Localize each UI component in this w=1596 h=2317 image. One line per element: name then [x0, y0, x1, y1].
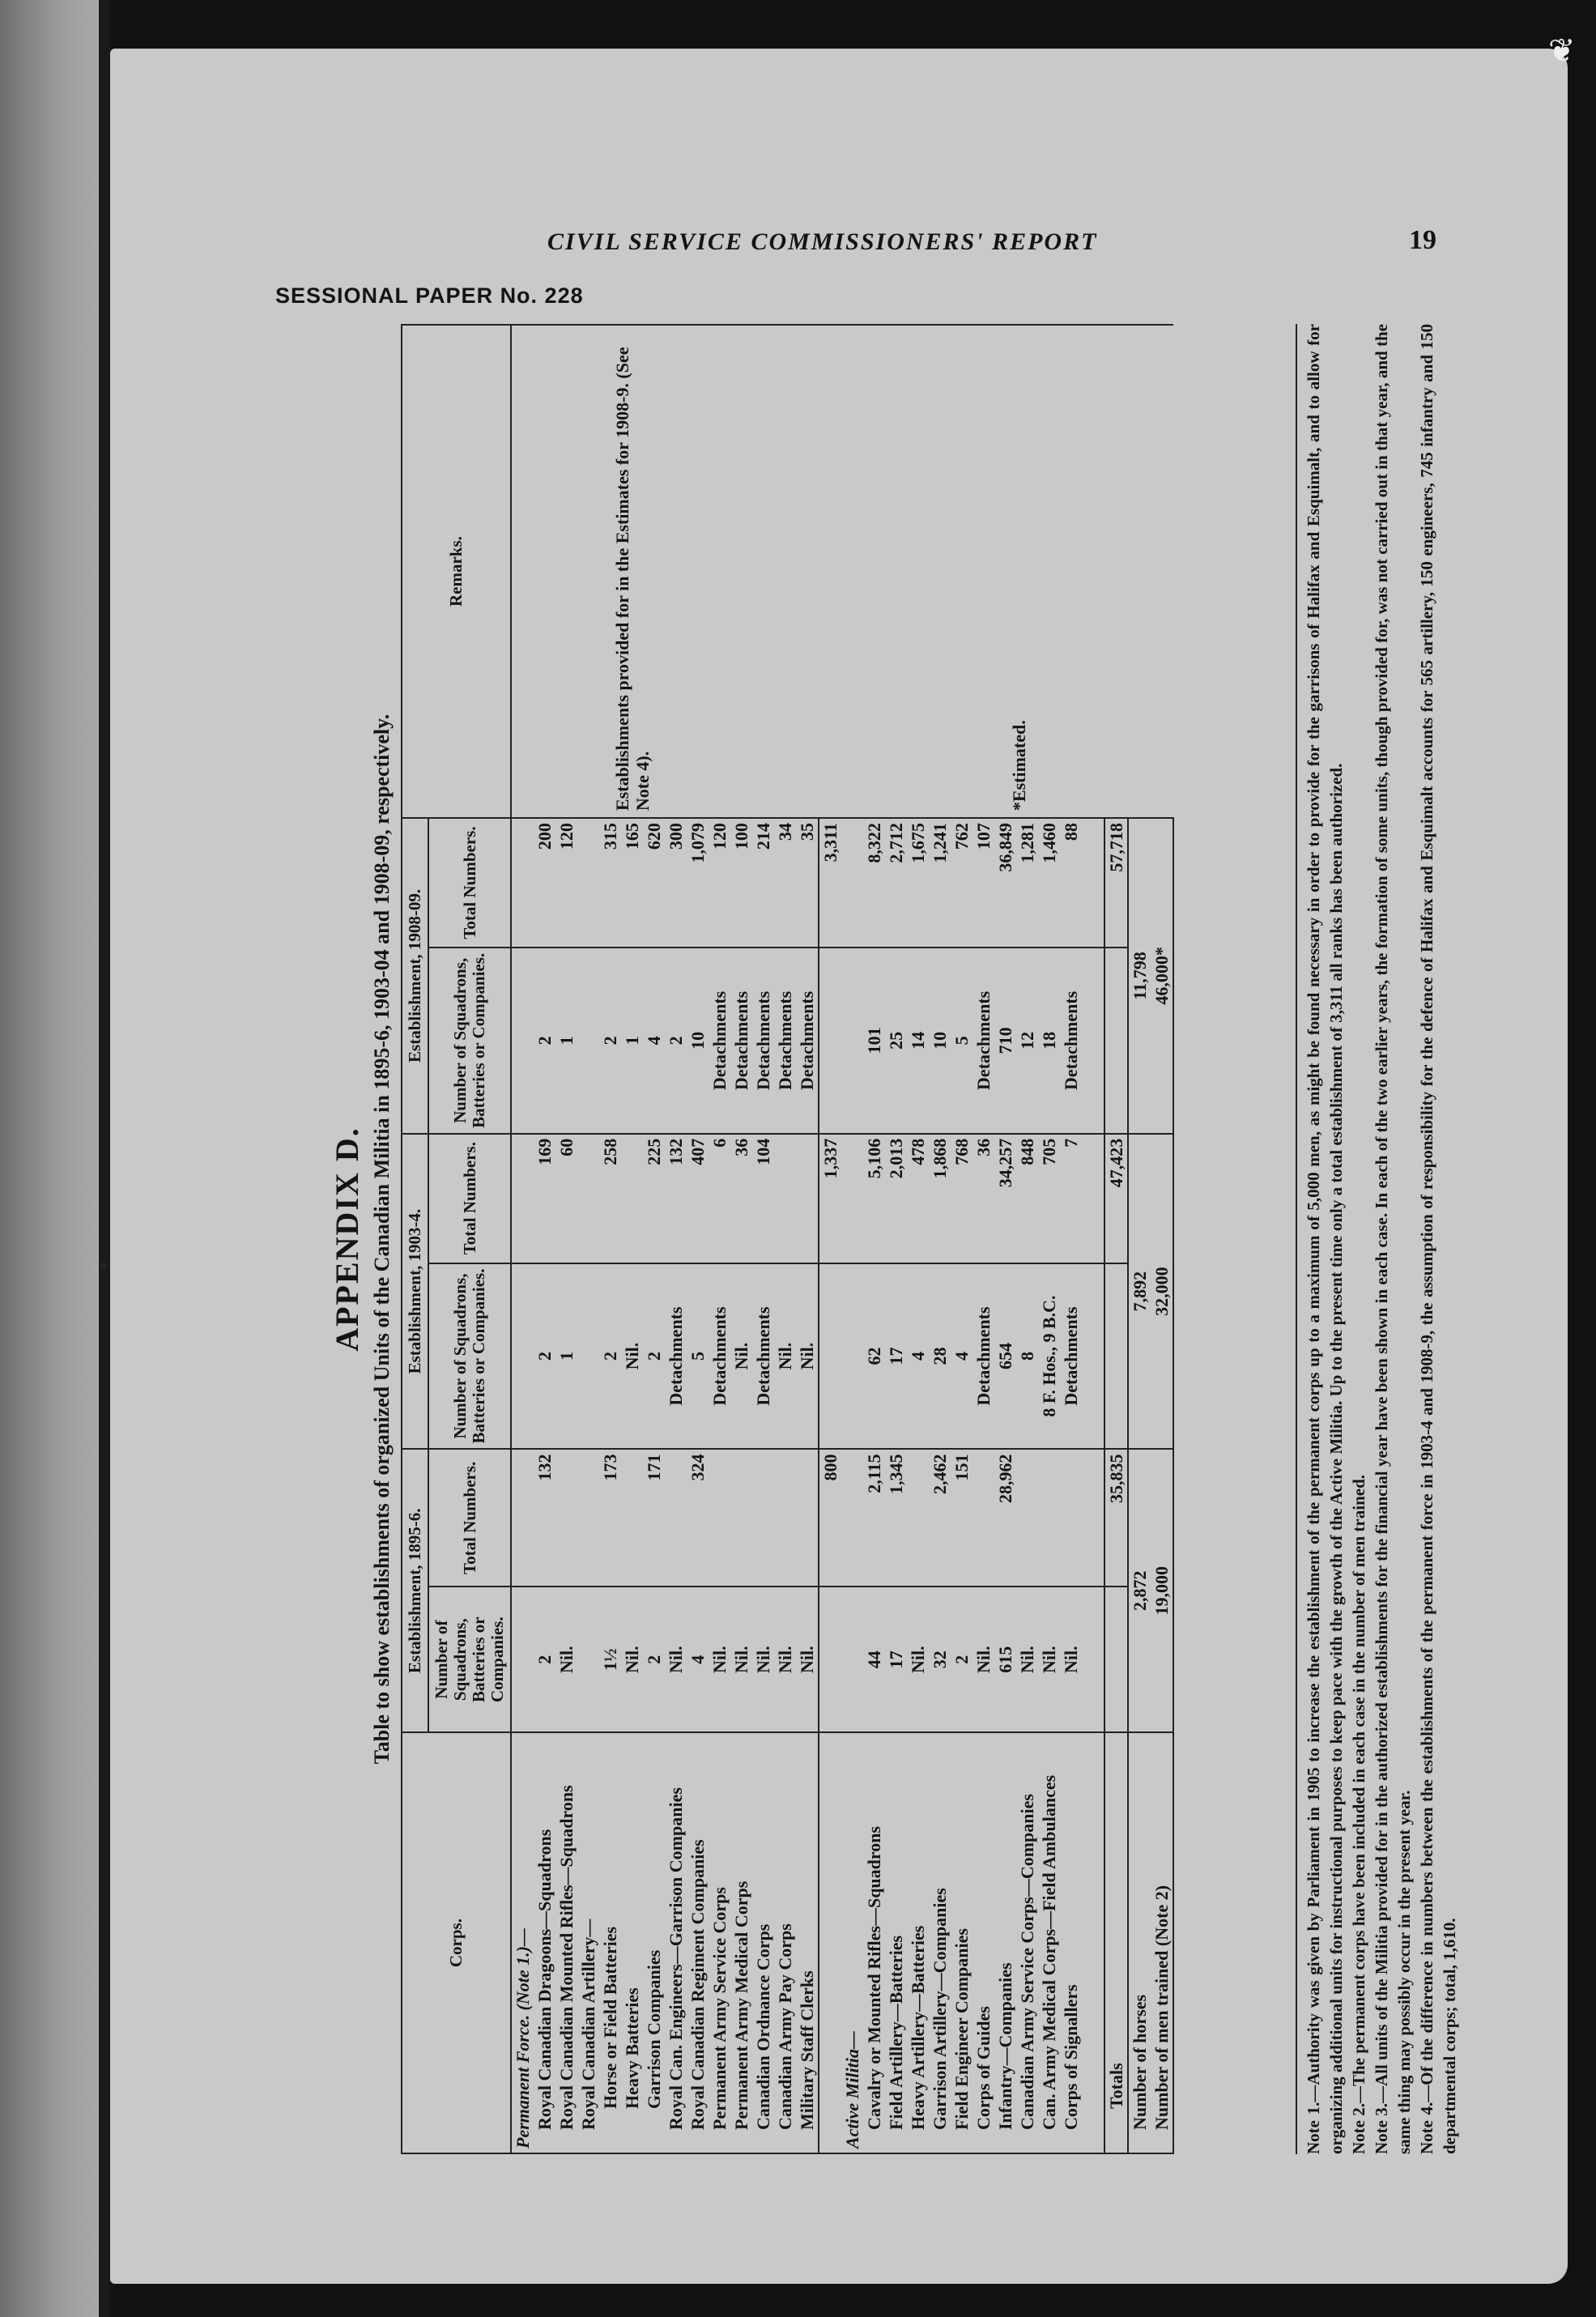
cell-u2: Nil. [621, 1263, 643, 1450]
men-trained-row-cell: Number of men trained (Note 2) [1151, 1732, 1173, 2153]
cell-u1: 44 [863, 1587, 885, 1732]
cell-t1 [1016, 1449, 1038, 1587]
cell-u3: 1 [555, 948, 577, 1134]
cell-t1: 173 [599, 1449, 621, 1587]
cell-u1: Nil. [907, 1587, 929, 1732]
cell-t2: 768 [951, 1134, 972, 1263]
cell-corps: Can. Army Medical Corps—Field Ambulances [1038, 1732, 1060, 2153]
spacer-row-cell [1082, 948, 1104, 1134]
cell-u2: 4 [907, 1263, 929, 1450]
cell-t2: 258 [599, 1134, 621, 1263]
sessional-paper-label: SESSIONAL PAPER No. 228 [275, 283, 584, 308]
cell-t2: 132 [665, 1134, 687, 1263]
cell-t3: 200 [534, 818, 555, 948]
cell-t3 [511, 818, 534, 948]
cell-u2: Detachments [752, 1263, 774, 1450]
cell-u1: Nil. [1060, 1587, 1082, 1732]
cell-t3: 315 [599, 818, 621, 948]
cell-corps: Field Artillery—Batteries [885, 1732, 907, 2153]
cell-u3: 18 [1038, 948, 1060, 1134]
cell-t2: 169 [534, 1134, 555, 1263]
cell-t2 [511, 1134, 534, 1263]
cell-t1: 1,345 [885, 1449, 907, 1587]
cell-t1 [665, 1449, 687, 1587]
cell-t2: 5,106 [863, 1134, 885, 1263]
cell-t1 [555, 1449, 577, 1587]
cell-u1: 2 [534, 1587, 555, 1732]
punch-mark [100, 1262, 107, 1270]
cell-u3: 12 [1016, 948, 1038, 1134]
note-2: Note 2.—The permanent corps have been included in each case in the number of men trained. [1349, 1474, 1368, 2154]
cell-corps: Infantry—Companies [994, 1732, 1016, 2153]
cell-u2: 2 [643, 1263, 665, 1450]
cell-t1: 132 [534, 1449, 555, 1587]
cell-t1: 800 [819, 1449, 841, 1587]
cell-t2: 478 [907, 1134, 929, 1263]
cell-t1 [730, 1449, 752, 1587]
cell-corps: Corps of Signallers [1060, 1732, 1082, 2153]
cell-u3: 10 [687, 948, 709, 1134]
cell-corps: Royal Can. Engineers—Garrison Companies [665, 1732, 687, 2153]
cell-u3: 2 [534, 948, 555, 1134]
cell-t2: 60 [555, 1134, 577, 1263]
cell-u2 [841, 1263, 863, 1450]
header-units-1903: Number of Squadrons, Batteries or Companies. [428, 1263, 511, 1450]
cell-t3: 100 [730, 818, 752, 948]
totals-row-cell: Totals [1104, 1732, 1128, 2153]
cell-u1: 615 [994, 1587, 1016, 1732]
cell-t2: 1,868 [929, 1134, 951, 1263]
cell-t1 [511, 1449, 534, 1587]
cell-corps: Cavalry or Mounted Rifles—Squadrons [863, 1732, 885, 2153]
totals-row-cell [1104, 1587, 1128, 1732]
cell-u1: Nil. [1016, 1587, 1038, 1732]
cell-u3 [819, 948, 841, 1134]
cell-u3: Detachments [774, 948, 796, 1134]
cell-u3: 14 [907, 948, 929, 1134]
men-trained-row-cell: 32,000 [1151, 1134, 1173, 1450]
remarks-estimated: *Estimated. [1009, 720, 1030, 811]
header-est-1903: Establishment, 1903-4. [402, 1134, 428, 1450]
cell-u3 [577, 948, 599, 1134]
cell-u1: 2 [951, 1587, 972, 1732]
cell-corps: Garrison Companies [643, 1732, 665, 2153]
cell-corps: Military Staff Clerks [796, 1732, 819, 2153]
men-trained-row-cell: 46,000* [1151, 818, 1173, 1134]
note-4: Note 4.—Of the difference in numbers between the establishments of the permanent force in 1903-4 and 1908-9, the assumption of responsibility for the defence of Halifax and Esquimalt accounts for 565 artillery, 150 engineers, 745 infantry and 150 departmental corps; total, 1,610. [1417, 324, 1459, 2154]
cell-t1 [907, 1449, 929, 1587]
cell-t2 [621, 1134, 643, 1263]
cell-u3: 710 [994, 948, 1016, 1134]
cell-corps: Garrison Artillery—Companies [929, 1732, 951, 2153]
table-body [511, 325, 1173, 2153]
cell-t2: 36 [972, 1134, 994, 1263]
cell-u1: Nil. [752, 1587, 774, 1732]
cell-t1: 171 [643, 1449, 665, 1587]
cell-u3: 2 [665, 948, 687, 1134]
cell-u3: 25 [885, 948, 907, 1134]
header-est-1895: Establishment, 1895-6. [402, 1449, 428, 1732]
cell-u1: Nil. [555, 1587, 577, 1732]
cell-u2: Nil. [730, 1263, 752, 1450]
remarks-cell [511, 325, 1173, 818]
cell-u2: Detachments [1060, 1263, 1082, 1450]
cell-u1: Nil. [709, 1587, 730, 1732]
header-total-1903: Total Numbers. [428, 1134, 511, 1263]
header-est-1908: Establishment, 1908-09. [402, 818, 428, 1134]
cell-u3 [841, 948, 863, 1134]
cell-t2: 34,257 [994, 1134, 1016, 1263]
cell-t1 [796, 1449, 819, 1587]
cell-u3: 101 [863, 948, 885, 1134]
book-gutter [99, 0, 110, 2317]
cell-t2: 848 [1016, 1134, 1038, 1263]
cell-u3: Detachments [1060, 948, 1082, 1134]
totals-row-cell: 57,718 [1104, 818, 1128, 948]
totals-row-cell: 47,423 [1104, 1134, 1128, 1263]
cell-t1 [774, 1449, 796, 1587]
cell-u1: Nil. [730, 1587, 752, 1732]
cell-u1: Nil. [621, 1587, 643, 1732]
totals-row-cell: 35,835 [1104, 1449, 1128, 1587]
rotated-table-block [312, 324, 1459, 2154]
cell-u2: Detachments [709, 1263, 730, 1450]
cell-t2: 6 [709, 1134, 730, 1263]
cell-t3: 1,079 [687, 818, 709, 948]
cell-corps: Royal Canadian Dragoons—Squadrons [534, 1732, 555, 2153]
totals-row-cell [1104, 1263, 1128, 1450]
spacer-row-cell [1082, 1732, 1104, 2153]
cell-u1 [819, 1587, 841, 1732]
cell-corps [819, 1732, 841, 2153]
cell-t1: 2,115 [863, 1449, 885, 1587]
cell-u2: Nil. [774, 1263, 796, 1450]
cell-t3: 620 [643, 818, 665, 948]
cell-u2: 28 [929, 1263, 951, 1450]
cell-u1: Nil. [1038, 1587, 1060, 1732]
horses-row-cell: 11,798 [1128, 818, 1151, 1134]
cell-u2: 2 [534, 1263, 555, 1450]
cell-u2: Nil. [796, 1263, 819, 1450]
cell-u2 [511, 1263, 534, 1450]
cell-t2: 2,013 [885, 1134, 907, 1263]
cell-t3: 34 [774, 818, 796, 948]
cell-corps: Active Militia— [841, 1732, 863, 2153]
totals-row-cell [1104, 948, 1128, 1134]
horses-row-cell: 2,872 [1128, 1449, 1151, 1732]
cell-u1: 32 [929, 1587, 951, 1732]
notes-section [1296, 324, 1461, 2154]
cell-t2: 225 [643, 1134, 665, 1263]
cell-t1: 2,462 [929, 1449, 951, 1587]
cell-u2 [819, 1263, 841, 1450]
cell-t1 [709, 1449, 730, 1587]
cell-u3: Detachments [709, 948, 730, 1134]
cell-t1: 28,962 [994, 1449, 1016, 1587]
cell-t2: 705 [1038, 1134, 1060, 1263]
note-3: Note 3.—All units of the Militia provided for in the authorized establishments for the financial year have been shown in each case. In each of the two earlier years, the formation of some units, though provided for, was not carried out in that year, and the same thing may possibly occur in the present year. [1372, 324, 1414, 2154]
cell-t1 [1038, 1449, 1060, 1587]
cell-u3: Detachments [752, 948, 774, 1134]
cell-t2 [796, 1134, 819, 1263]
cell-u1: 4 [687, 1587, 709, 1732]
cell-corps: Royal Canadian Artillery— [577, 1732, 599, 2153]
cell-corps: Field Engineer Companies [951, 1732, 972, 2153]
cell-corps: Canadian Army Service Corps—Companies [1016, 1732, 1038, 2153]
spacer-row-cell [1082, 1449, 1104, 1587]
cell-t3: 762 [951, 818, 972, 948]
cell-u3 [511, 948, 534, 1134]
cell-corps: Permanent Army Medical Corps [730, 1732, 752, 2153]
page-number: 19 [1409, 225, 1436, 255]
cell-u2: Detachments [972, 1263, 994, 1450]
cell-u2: 2 [599, 1263, 621, 1450]
cell-u3: 4 [643, 948, 665, 1134]
cell-corps: Royal Canadian Mounted Rifles—Squadrons [555, 1732, 577, 2153]
cell-corps: Canadian Army Pay Corps [774, 1732, 796, 2153]
horses-row-cell: 7,892 [1128, 1134, 1151, 1450]
cell-u1: 1½ [599, 1587, 621, 1732]
cell-corps: Horse or Field Batteries [599, 1732, 621, 2153]
cell-u2: 654 [994, 1263, 1016, 1450]
cell-t3: 88 [1060, 818, 1082, 948]
cell-t2: 7 [1060, 1134, 1082, 1263]
left-page-edge [0, 0, 99, 2317]
cell-corps: Permanent Army Service Corps [709, 1732, 730, 2153]
cell-t3: 8,322 [863, 818, 885, 948]
cell-t3: 35 [796, 818, 819, 948]
cell-t3: 2,712 [885, 818, 907, 948]
spacer-row-cell [1082, 1263, 1104, 1450]
cell-t1 [577, 1449, 599, 1587]
horses-row-cell: Number of horses [1128, 1732, 1151, 2153]
remarks-text: Establishments provided for in the Estimates for 1908-9. (See Note 4). [612, 347, 653, 811]
header-units-1895: Number of Squadrons, Batteries or Companies. [428, 1587, 511, 1732]
establishment-table-wrapper [401, 324, 1174, 2154]
cell-u1: Nil. [774, 1587, 796, 1732]
cell-u1: Nil. [665, 1587, 687, 1732]
cell-t3: 36,849 [994, 818, 1016, 948]
cell-u1: Nil. [972, 1587, 994, 1732]
table-caption: Table to show establishments of organized Units of the Canadian Militia in 1895-6, 1903-04 and 1908-09, respectively. [370, 713, 394, 1765]
spacer-row-cell [1082, 1134, 1104, 1263]
cell-t3: 107 [972, 818, 994, 948]
cell-corps: Royal Canadian Regiment Companies [687, 1732, 709, 2153]
cell-t3: 1,281 [1016, 818, 1038, 948]
cell-corps: Heavy Artillery—Batteries [907, 1732, 929, 2153]
cell-u2: 17 [885, 1263, 907, 1450]
table-row [511, 325, 534, 2153]
cell-corps: Permanent Force. (Note 1.)— [511, 1732, 534, 2153]
cell-t2: 36 [730, 1134, 752, 1263]
cell-u3: 10 [929, 948, 951, 1134]
establishment-table [401, 324, 1174, 2154]
cell-t3 [841, 818, 863, 948]
cell-corps: Canadian Ordnance Corps [752, 1732, 774, 2153]
cell-u2: Detachments [665, 1263, 687, 1450]
cell-u1: Nil. [796, 1587, 819, 1732]
cell-u3: Detachments [730, 948, 752, 1134]
cell-u2: 62 [863, 1263, 885, 1450]
cell-u1: 17 [885, 1587, 907, 1732]
cell-t3: 120 [709, 818, 730, 948]
cell-t2 [841, 1134, 863, 1263]
header-remarks: Remarks. [402, 325, 511, 818]
cell-t2 [577, 1134, 599, 1263]
cell-t3: 1,460 [1038, 818, 1060, 948]
cell-u2: 8 F. Hos., 9 B.C. [1038, 1263, 1060, 1450]
cell-u1 [511, 1587, 534, 1732]
cell-t1: 151 [951, 1449, 972, 1587]
cell-t3: 165 [621, 818, 643, 948]
cell-u2 [577, 1263, 599, 1450]
cell-u2: 4 [951, 1263, 972, 1450]
cell-u2: 5 [687, 1263, 709, 1450]
cell-t3: 1,241 [929, 818, 951, 948]
cell-t3: 3,311 [819, 818, 841, 948]
running-head-title: CIVIL SERVICE COMMISSIONERS' REPORT [547, 228, 1098, 255]
cell-corps: Corps of Guides [972, 1732, 994, 2153]
cell-u1 [577, 1587, 599, 1732]
cell-t1: 324 [687, 1449, 709, 1587]
cell-t1 [752, 1449, 774, 1587]
cell-t2 [774, 1134, 796, 1263]
cell-u3: Detachments [972, 948, 994, 1134]
cell-u3: 1 [621, 948, 643, 1134]
cell-u3: Detachments [796, 948, 819, 1134]
spacer-row-cell [1082, 1587, 1104, 1732]
cell-t2: 1,337 [819, 1134, 841, 1263]
cell-t3: 120 [555, 818, 577, 948]
cell-t3: 1,675 [907, 818, 929, 948]
header-total-1908: Total Numbers. [428, 818, 511, 948]
ink-blot: ❦ [1548, 32, 1576, 70]
cell-u3: 2 [599, 948, 621, 1134]
cell-t1 [841, 1449, 863, 1587]
cell-u2: 1 [555, 1263, 577, 1450]
cell-t2: 104 [752, 1134, 774, 1263]
note-1: Note 1.—Authority was given by Parliament in 1905 to increase the establishment of the permanent corps up to a maximum of 5,000 men, as might be found necessary in order to provide for the garrisons of Halifax and Esquimalt, and to allow for organizing additional units for instructional purposes to keep pace with the growth of the Active Militia. Up to the present time only a total establishment of 3,311 all ranks has been authorized. [1304, 324, 1346, 2154]
cell-t3 [577, 818, 599, 948]
cell-t1 [972, 1449, 994, 1587]
cell-u2: 8 [1016, 1263, 1038, 1450]
cell-t1 [621, 1449, 643, 1587]
men-trained-row-cell: 19,000 [1151, 1449, 1173, 1732]
header-total-1895: Total Numbers. [428, 1449, 511, 1587]
cell-u1: 2 [643, 1587, 665, 1732]
cell-t1 [1060, 1449, 1082, 1587]
cell-t3: 300 [665, 818, 687, 948]
cell-corps: Heavy Batteries [621, 1732, 643, 2153]
cell-t3: 214 [752, 818, 774, 948]
spacer-row-cell [1082, 818, 1104, 948]
appendix-title: APPENDIX D. [329, 1127, 365, 1352]
cell-u3: 5 [951, 948, 972, 1134]
cell-u1 [841, 1587, 863, 1732]
header-corps: Corps. [402, 1732, 511, 2153]
cell-t2: 407 [687, 1134, 709, 1263]
header-units-1908: Number of Squadrons, Batteries or Companies. [428, 948, 511, 1134]
